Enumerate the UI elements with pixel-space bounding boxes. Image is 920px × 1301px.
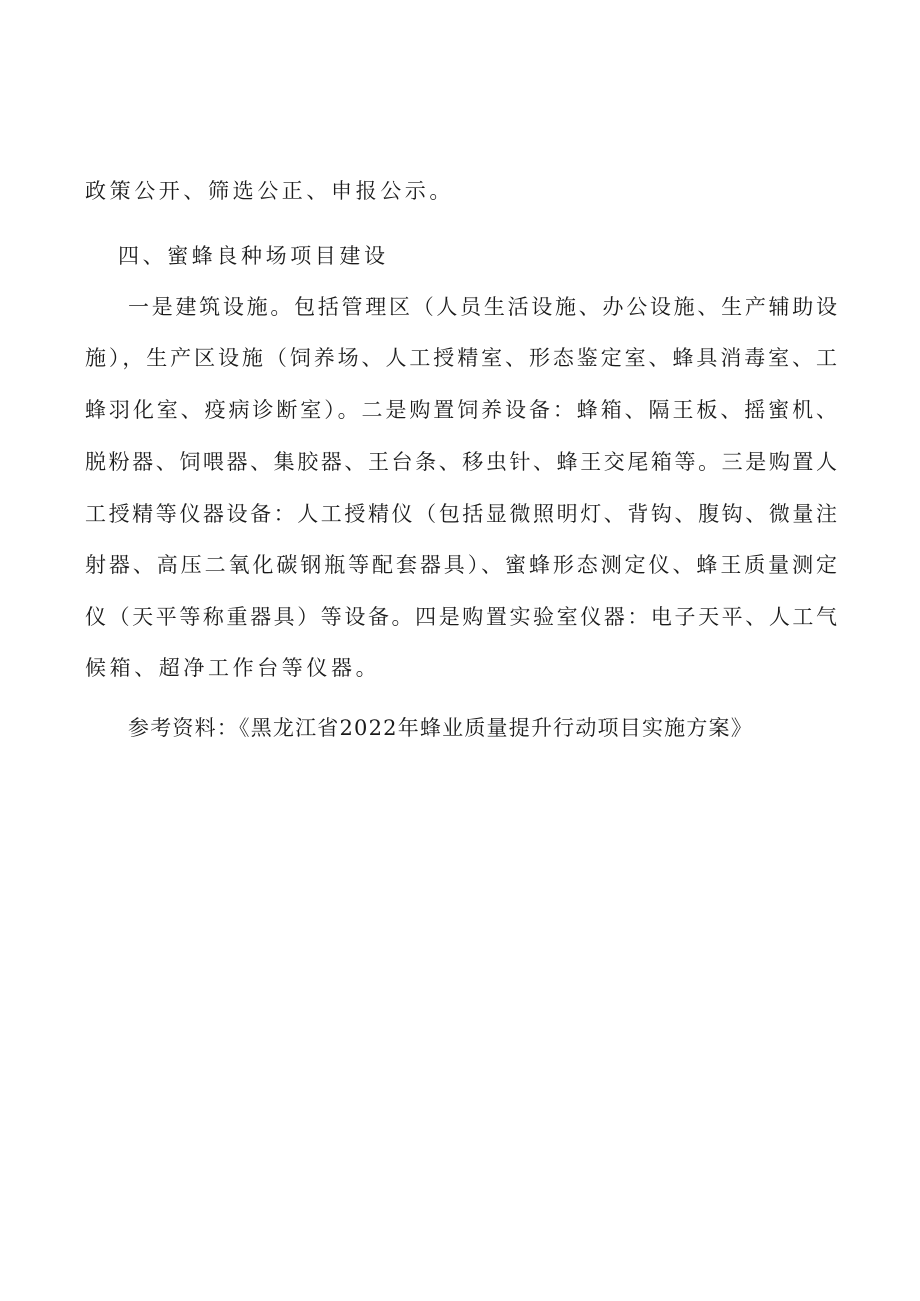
- reference-line: 参考资料：《黑龙江省2022年蜂业质量提升行动项目实施方案》: [128, 716, 753, 740]
- paragraph-line: 仪（天平等称重器具）等设备。四是购置实验室仪器：电子天平、人工气: [85, 605, 837, 629]
- paragraph-line: 候箱、超净工作台等仪器。: [85, 656, 381, 680]
- paragraph-line: 施），生产区设施（饲养场、人工授精室、形态鉴定室、蜂具消毒室、工: [85, 346, 837, 370]
- paragraph-line: 脱粉器、饲喂器、集胶器、王台条、移虫针、蜂王交尾箱等。三是购置人: [85, 450, 837, 474]
- paragraph-line: 工授精等仪器设备：人工授精仪（包括显微照明灯、背钩、腹钩、微量注: [85, 502, 837, 526]
- paragraph-line: 一是建筑设施。包括管理区（人员生活设施、办公设施、生产辅助设: [128, 295, 837, 319]
- paragraph-line: 射器、高压二氧化碳钢瓶等配套器具）、蜜蜂形态测定仪、蜂王质量测定: [85, 553, 837, 577]
- section-heading: 四、蜜蜂良种场项目建设: [118, 244, 389, 268]
- paragraph-line: 蜂羽化室、疫病诊断室）。二是购置饲养设备：蜂箱、隔王板、摇蜜机、: [85, 398, 837, 422]
- continuation-line: 政策公开、筛选公正、申报公示。: [85, 179, 454, 203]
